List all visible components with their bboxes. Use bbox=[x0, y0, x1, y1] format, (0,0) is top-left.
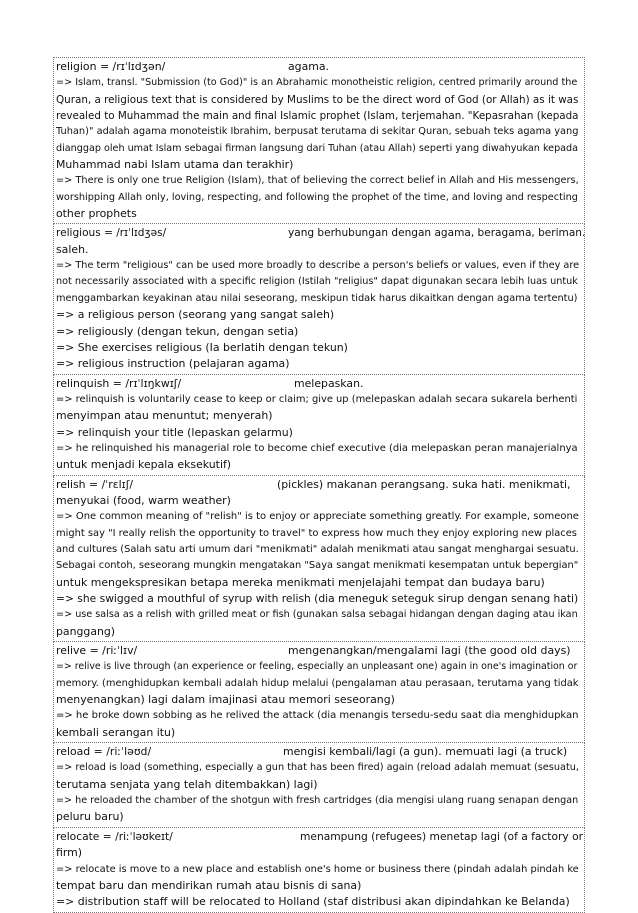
entry-headword: relive = /riːˈlɪv/ bbox=[56, 644, 138, 658]
entry-line: => distribution staff will be relocated to Holland (staf distribusi akan dipindahkan ke Belanda) bbox=[56, 895, 570, 909]
entry-line: => he relinquished his managerial role to become chief executive (dia melepaskan peran manajerialnya bbox=[56, 442, 578, 454]
entry-line: => The term "religious" can be used more broadly to describe a person's beliefs or values, even if they are bbox=[56, 260, 580, 272]
entry-line: untuk mengekspresikan betapa mereka menikmati menjelajahi tempat dan budaya baru) bbox=[56, 575, 545, 589]
dictionary-entry bbox=[53, 642, 585, 743]
entry-headword: relinquish = /rɪˈlɪŋkwɪʃ/ bbox=[56, 376, 182, 390]
entry-line: menggambarkan keyakinan atau nilai seseorang, meskipun tidak harus dikaitkan dengan agama tertentu) bbox=[56, 292, 578, 304]
entry-line: Sebagai contoh, seseorang mungkin mengatakan "Saya sangat menikmati kesempatan untuk bepergian" bbox=[56, 560, 579, 572]
entry-headword: reload = /riːˈləʊd/ bbox=[56, 745, 152, 759]
dictionary-entry bbox=[53, 476, 585, 642]
entry-line: saleh. bbox=[56, 242, 89, 256]
entry-line: untuk menjadi kepala eksekutif) bbox=[56, 458, 232, 472]
entry-line: menyukai (food, warm weather) bbox=[56, 493, 231, 507]
entry-line: menyimpan atau menuntut; menyerah) bbox=[56, 409, 273, 423]
entry-meaning: mengisi kembali/lagi (a gun). memuati lagi (a truck) bbox=[283, 745, 568, 759]
entry-line: memory. (menghidupkan kembali adalah hidup melalui (pengalaman atau perasaan, terutama yang tidak bbox=[56, 677, 579, 689]
entry-meaning: agama. bbox=[288, 60, 330, 73]
entry-line: worshipping Allah only, loving, respecting, and following the prophet of the time, and loving and respecting bbox=[56, 191, 578, 203]
entry-line: Muhammad nabi Islam utama dan terakhir) bbox=[56, 158, 294, 172]
entry-line: menyenangkan) lagi dalam imajinasi atau memori seseorang) bbox=[56, 693, 395, 707]
entry-line: panggang) bbox=[56, 624, 116, 638]
entry-line: => religious instruction (pelajaran agama) bbox=[56, 357, 290, 371]
entry-line: kembali serangan itu) bbox=[56, 725, 176, 739]
entry-line: => he reloaded the chamber of the shotgun with fresh cartridges (dia mengisi ulang ruang senapan dengan bbox=[56, 795, 579, 807]
dictionary-entry bbox=[53, 57, 585, 224]
dictionary-table bbox=[53, 57, 585, 913]
entry-line: tempat baru dan mendirikan rumah atau bisnis di sana) bbox=[56, 878, 362, 892]
entry-line: might say "I really relish the opportunity to travel" to express how much they enjoy exploring new places bbox=[56, 527, 577, 539]
entry-line: => One common meaning of "relish" is to enjoy or appreciate something greatly. For example, someone bbox=[56, 511, 579, 523]
entry-line: other prophets bbox=[56, 207, 137, 221]
entry-line: => a religious person (seorang yang sangat saleh) bbox=[56, 308, 335, 322]
entry-meaning: menampung (refugees) menetap lagi (of a factory or bbox=[300, 829, 584, 843]
entry-line: => use salsa as a relish with grilled meat or fish (gunakan salsa sebagai hidangan dengan daging atau ikan bbox=[56, 609, 578, 621]
entry-line: => relive is live through (an experience or feeling, especially an unpleasant one) again in one's imagination or bbox=[56, 661, 578, 673]
entry-line: Quran, a religious text that is considered by Muslims to be the direct word of God (or Allah) as it was bbox=[56, 93, 579, 106]
entry-line: dianggap oleh umat Islam sebagai firman langsung dari Tuhan (atau Allah) seperti yang diwahyukan kepada bbox=[56, 142, 579, 154]
entry-meaning: yang berhubungan dengan agama, beragama, beriman. bbox=[288, 227, 586, 240]
dictionary-entry bbox=[53, 828, 585, 913]
entry-headword: relocate = /riːˈləʊkeɪt/ bbox=[56, 829, 173, 843]
entry-headword: religious = /rɪˈlɪdʒəs/ bbox=[56, 227, 167, 240]
entry-line: => relocate is move to a new place and establish one's home or business there (pindah adalah pindah ke bbox=[56, 863, 579, 875]
dictionary-entry bbox=[53, 224, 585, 374]
entry-line: terutama senjata yang telah ditembakkan) lagi) bbox=[56, 777, 318, 791]
entry-meaning: (pickles) makanan perangsang. suka hati. menikmati, bbox=[277, 477, 571, 491]
entry-line: Tuhan)" adalah agama monoteistik Ibrahim, berpusat terutama di sekitar Quran, sebuah teks agama yang bbox=[56, 126, 579, 138]
entry-line: revealed to Muhammad the main and final Islamic prophet (Islam, terjemahan. "Kepasrahan (kepada bbox=[56, 110, 579, 123]
entry-line: => she swigged a mouthful of syrup with relish (dia meneguk seteguk sirup dengan senang hati) bbox=[56, 592, 579, 605]
entry-line: peluru baru) bbox=[56, 810, 124, 824]
entry-headword: relish = /ˈrɛlɪʃ/ bbox=[56, 477, 134, 491]
entry-line: => She exercises religious (Ia berlatih dengan tekun) bbox=[56, 340, 348, 354]
dictionary-entry bbox=[53, 743, 585, 828]
entry-meaning: melepaskan. bbox=[294, 376, 364, 390]
entry-line: firm) bbox=[56, 846, 83, 860]
entry-line: => religiously (dengan tekun, dengan setia) bbox=[56, 324, 299, 338]
entry-headword: religion = /rɪˈlɪdʒən/ bbox=[56, 60, 166, 73]
entry-line: => relinquish your title (lepaskan gelarmu) bbox=[56, 425, 293, 439]
entry-line: => Islam, transl. "Submission (to God)" is an Abrahamic monotheistic religion, centred primarily around the bbox=[56, 77, 578, 89]
entry-line: not necessarily associated with a specific religion (Istilah "religius" dapat digunakan secara lebih luas untuk bbox=[56, 276, 578, 288]
entry-line: => reload is load (something, especially a gun that has been fired) again (reload adalah memuat (sesuatu, bbox=[56, 762, 580, 774]
dictionary-entry bbox=[53, 375, 585, 476]
entry-meaning: mengenangkan/mengalami lagi (the good old days) bbox=[288, 644, 571, 658]
entry-line: => relinquish is voluntarily cease to keep or claim; give up (melepaskan adalah secara sukarela berhenti bbox=[56, 393, 578, 405]
entry-line: => There is only one true Religion (Islam), that of believing the correct belief in Allah and His messengers, bbox=[56, 175, 579, 187]
entry-line: and cultures (Salah satu arti umum dari "menikmati" adalah menikmati atau sangat menghargai sesuatu. bbox=[56, 543, 579, 555]
entry-line: => he broke down sobbing as he relived the attack (dia menangis tersedu-sedu saat dia menghidupkan bbox=[56, 710, 579, 722]
